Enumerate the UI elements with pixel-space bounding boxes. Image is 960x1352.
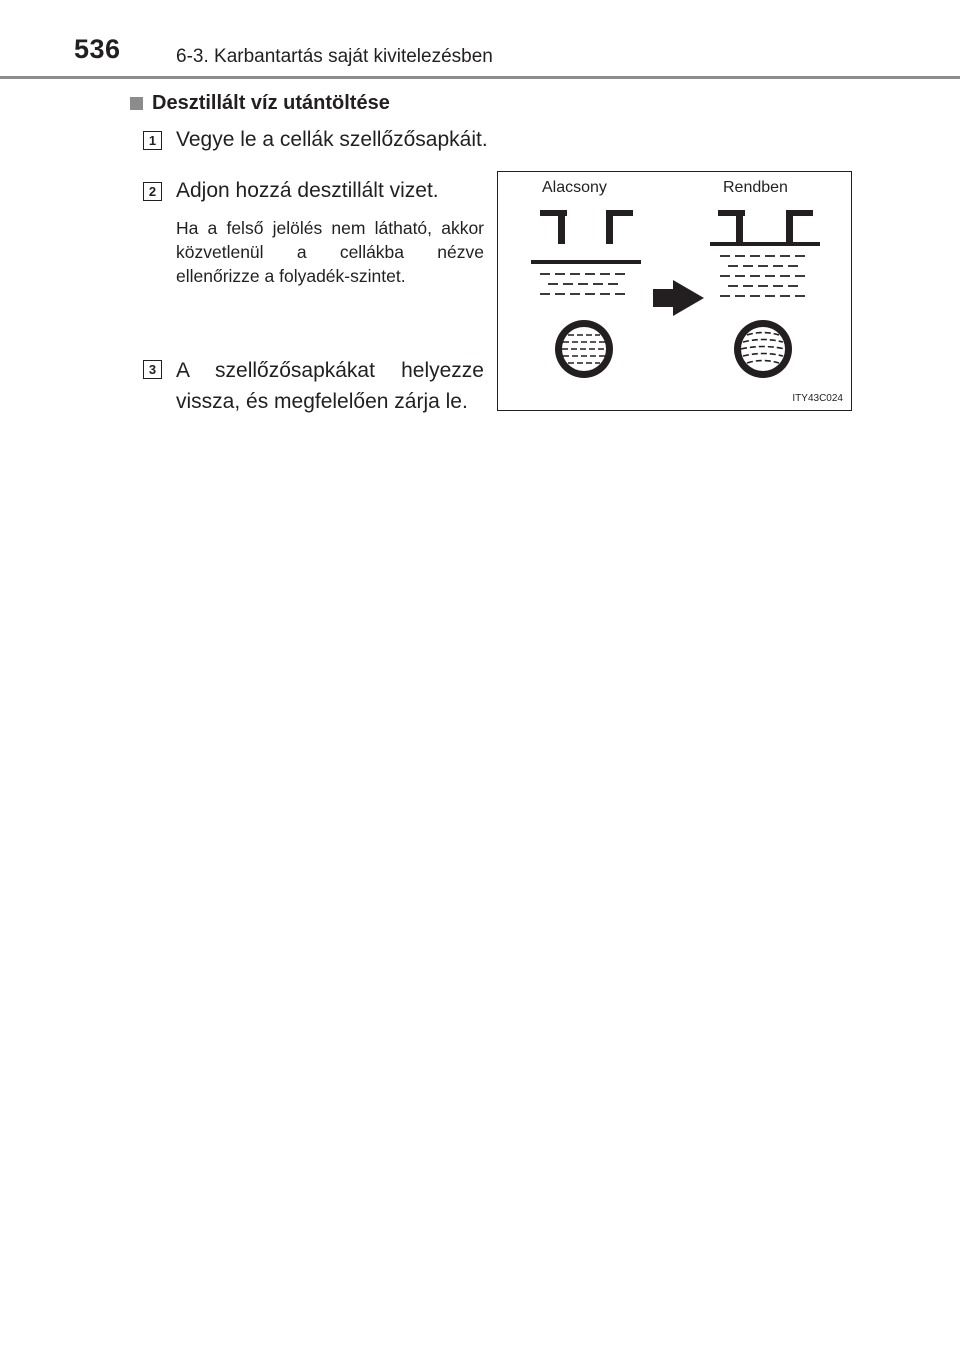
section-heading-text: Desztillált víz utántöltése	[152, 92, 390, 114]
step-1-text: Vegye le a cellák szellőzősapkáit.	[176, 128, 488, 151]
label-low: Alacsony	[542, 179, 607, 196]
step-2-text: Adjon hozzá desztillált vizet.	[176, 179, 439, 202]
battery-level-illustration	[498, 172, 853, 412]
step-2-number: 2	[143, 182, 162, 201]
page-number: 536	[74, 34, 121, 64]
right-arrow-icon	[653, 280, 704, 316]
step-2-note: Ha a felső jelölés nem látható, akkor közvetlenül a cellákba nézve ellenőrizze a folyadék-szintet.	[176, 218, 484, 286]
figure-code: ITY43C024	[792, 393, 843, 404]
header-rule	[0, 76, 960, 79]
step-3-text: A szellőzősapkákat helyezze vissza, és megfelelően zárja le.	[176, 359, 484, 413]
step-3-number: 3	[143, 360, 162, 379]
running-header: 6-3. Karbantartás saját kivitelezésben	[176, 46, 493, 67]
section-heading	[130, 92, 390, 115]
square-bullet-icon	[130, 97, 143, 110]
battery-water-level-figure	[497, 171, 852, 411]
step-1-number: 1	[143, 131, 162, 150]
label-ok: Rendben	[723, 179, 788, 196]
